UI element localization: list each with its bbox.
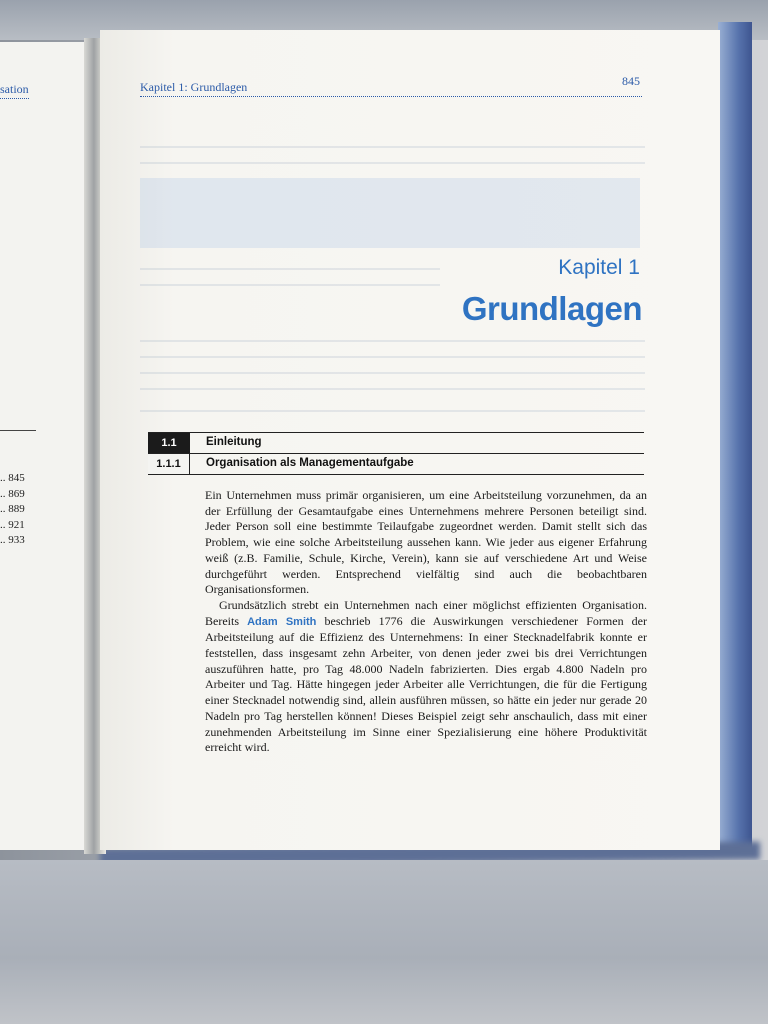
scan-background-bottom [0, 860, 768, 1024]
body-text [205, 488, 647, 756]
show-through-line [140, 356, 645, 358]
show-through-box [140, 178, 640, 248]
show-through-line [140, 146, 645, 148]
show-through-line [140, 372, 645, 374]
show-through-line [140, 162, 645, 164]
toc-page-entry: .. 889 [0, 503, 25, 516]
subsection-title: Organisation als Managementaufgabe [206, 457, 414, 469]
paragraph-text: beschrieb 1776 die Auswirkungen verschiedener Formen der Arbeitsteilung auf die Effizienz des Unternehmens: In einer Stecknadelfabrik konnte er feststellen, dass insgesamt zehn Arbeiter, von denen jeder zwei bis drei Verrichtungen auszuführen hatte, pro Tag 48.000 Nadeln fabrizierten. Dies ergab 4.800 Nadeln pro Arbeiter und Tag. Hätte hingegen jeder Arbeiter alle Verrichtungen, die für die Fertigung einer Stecknadel notwendig sind, allein ausführen müssen, so hätte ein jeder nur gerade 20 Nadeln pro Tag herstellen können! Dieses Beispiel zeigt sehr anschaulich, dass mit einer zunehmenden Arbeitsteilung im Sinne einer Spezialisierung eine höhere Produktivität erreicht wird. [205, 613, 648, 755]
running-head-title: Kapitel 1: Grundlagen [140, 80, 248, 94]
section-row [148, 432, 644, 453]
left-page [0, 42, 92, 850]
left-page-rule [0, 430, 36, 431]
show-through-line [140, 388, 645, 390]
subsection-number: 1.1.1 [148, 454, 190, 474]
left-page-toc-pages [0, 471, 25, 549]
toc-page-entry: .. 869 [0, 487, 25, 500]
running-head [140, 74, 642, 97]
left-page-running-head: sation [0, 82, 29, 99]
show-through-line [140, 268, 440, 270]
paragraph [205, 598, 647, 756]
section-number: 1.1 [148, 433, 190, 453]
paragraph-text: Grundsätzlich strebt ein Unternehmen nach einer möglichst effizienten Organisation. Bereits [205, 597, 647, 628]
toc-page-entry: .. 933 [0, 534, 25, 547]
show-through-line [140, 284, 440, 286]
show-through-line [140, 340, 645, 342]
subsection-row [148, 453, 644, 475]
book-cover-edge [718, 22, 752, 852]
chapter-kicker: Kapitel 1 [558, 256, 640, 279]
toc-page-entry: .. 845 [0, 472, 25, 484]
section-title: Einleitung [206, 436, 262, 448]
person-name: Adam Smith [247, 615, 317, 628]
show-through-line [140, 410, 645, 412]
paragraph: Ein Unternehmen muss primär organisieren, um eine Arbeitsteilung vorzunehmen, da an der Erfüllung der Gesamtaufgabe eines Unternehmens mehrere Personen beteiligt sind. Jeder Person soll eine bestimmte Teilaufgabe zugeordnet werden. Damit stellt sich das Problem, wie eine solche Arbeitsteilung aussehen kann. Wie jeder aus eigener Erfahrung weiß (z.B. Familie, Schule, Kirche, Verein), kann sie auf verschiedene Art und Weise durchgeführt werden. Entsprechend vielfältig sind auch die beobachtbaren Organisationsformen. [205, 488, 647, 597]
chapter-title: Grundlagen [461, 290, 642, 327]
section-heading-table [148, 432, 644, 475]
page-number: 845 [622, 74, 640, 88]
toc-page-entry: .. 921 [0, 518, 25, 531]
